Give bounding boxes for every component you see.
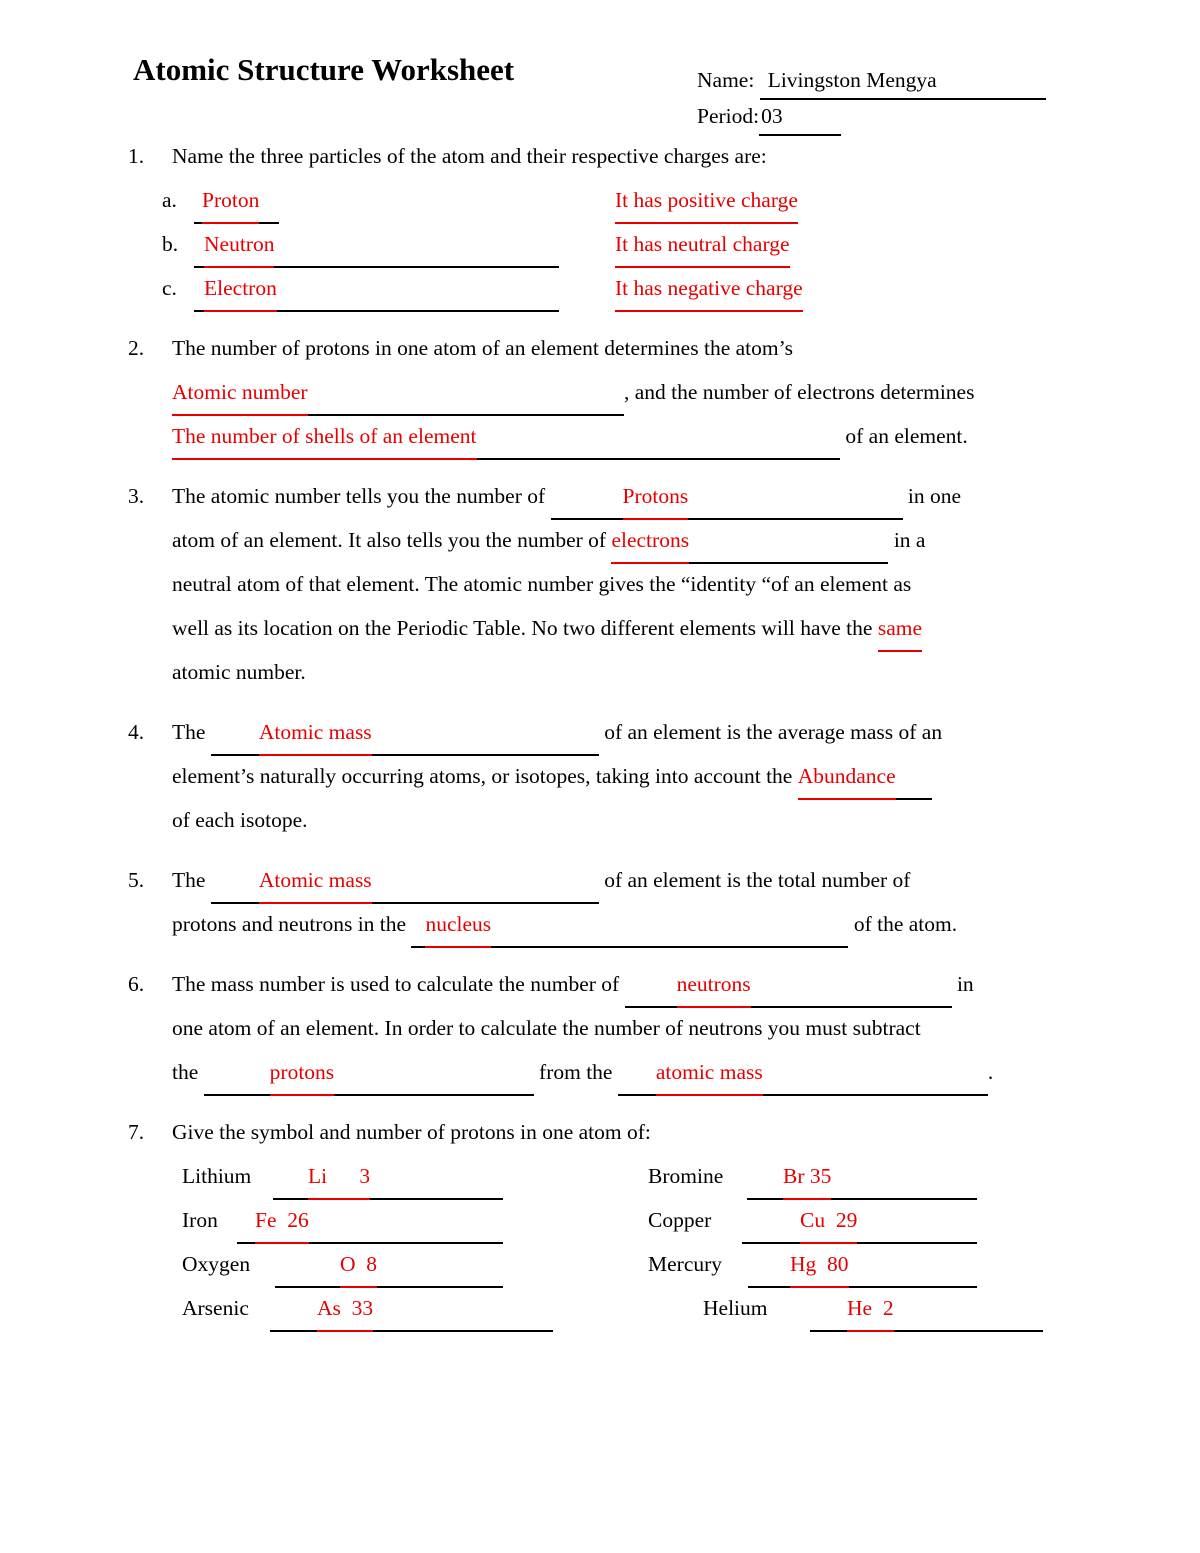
question-4-line1: The Atomic mass of an element is the average mass of an — [172, 710, 1178, 754]
answer-text: Protons — [623, 474, 689, 520]
answer-blank — [618, 1050, 988, 1096]
answer-text: neutrons — [677, 962, 751, 1008]
question-7-number: 7. — [128, 1120, 145, 1144]
right-cell — [648, 1242, 977, 1288]
question-3-line1: The atomic number tells you the number of Protons in one — [172, 474, 1178, 518]
answer-blank — [748, 1242, 977, 1288]
element-label: Oxygen — [182, 1252, 251, 1276]
element-label: Iron — [182, 1208, 218, 1232]
name-line — [697, 62, 1046, 98]
charge-answer: It has neutral charge — [615, 222, 790, 268]
answer-text: Li 3 — [308, 1154, 370, 1200]
answer-text: He 2 — [847, 1286, 894, 1332]
student-id-block — [697, 62, 1046, 134]
answer-blank — [810, 1286, 1043, 1332]
question-4 — [128, 710, 1178, 842]
question-5-number: 5. — [128, 868, 145, 892]
charge-answer: It has negative charge — [615, 266, 803, 312]
question-7 — [128, 1110, 1178, 1330]
question-1-item-c — [162, 266, 1178, 310]
answer-text: atomic mass — [656, 1050, 763, 1096]
answer-text: same — [878, 606, 922, 652]
question-4-number: 4. — [128, 720, 145, 744]
answer-blank — [237, 1198, 503, 1244]
charge-answer: It has positive charge — [615, 178, 798, 224]
right-cell — [648, 1198, 977, 1244]
answer-text: Neutron — [204, 222, 274, 268]
answer-blank — [172, 414, 840, 460]
question-1 — [128, 134, 1178, 310]
answer-blank — [273, 1154, 503, 1200]
period-line — [697, 98, 1046, 134]
answer-text: Electron — [204, 266, 277, 312]
period-label: Period: — [697, 104, 760, 128]
question-4-line3: of each isotope. — [172, 808, 308, 832]
question-7-row4 — [172, 1286, 1178, 1330]
answer-blank — [411, 902, 848, 948]
question-7-row1 — [172, 1154, 1178, 1198]
answer-blank — [551, 474, 903, 520]
questions — [128, 134, 1178, 1346]
answer-text: Cu 29 — [800, 1198, 857, 1244]
answer-text: protons — [270, 1050, 335, 1096]
question-5-line2: protons and neutrons in the nucleus of the atom. — [172, 902, 1178, 946]
answer-blank — [275, 1242, 503, 1288]
question-5-line1: The Atomic mass of an element is the total number of — [172, 858, 1178, 902]
answer-blank — [742, 1198, 977, 1244]
right-cell — [703, 1286, 1043, 1332]
question-2-line3: The number of shells of an element of an element. — [172, 414, 1178, 458]
question-6-line2: one atom of an element. In order to calculate the number of neutrons you must subtract — [172, 1016, 921, 1040]
question-2-line1: The number of protons in one atom of an element determines the atom’s — [172, 336, 793, 360]
answer-blank — [625, 962, 952, 1008]
item-letter: c. — [162, 276, 177, 300]
answer-blank — [270, 1286, 553, 1332]
answer-text: Atomic mass — [259, 710, 372, 756]
question-3-line3: neutral atom of that element. The atomic number gives the “identity “of an element as — [172, 572, 912, 596]
question-3-line2: atom of an element. It also tells you the number of electrons in a — [172, 518, 1178, 562]
name-label: Name: — [697, 68, 755, 92]
item-letter: a. — [162, 188, 177, 212]
page-title: Atomic Structure Worksheet — [133, 52, 515, 87]
item-letter: b. — [162, 232, 179, 256]
element-label: Helium — [703, 1296, 768, 1320]
question-6-line3: the protons from the atomic mass . — [172, 1050, 1178, 1094]
answer-text: electrons — [611, 518, 689, 564]
question-1-prompt: Name the three particles of the atom and their respective charges are: — [172, 144, 767, 168]
answer-text: nucleus — [425, 902, 491, 948]
answer-text: Hg 80 — [790, 1242, 849, 1288]
question-6 — [128, 962, 1178, 1094]
answer-blank — [611, 518, 888, 564]
element-label: Lithium — [182, 1164, 252, 1188]
question-1-number: 1. — [128, 144, 145, 168]
question-3-number: 3. — [128, 484, 145, 508]
answer-text: As 33 — [317, 1286, 373, 1332]
answer-blank — [211, 858, 599, 904]
right-cell — [648, 1154, 977, 1200]
answer-text: Abundance — [798, 754, 896, 800]
name-field: Livingston Mengya — [760, 62, 1046, 100]
question-7-prompt: Give the symbol and number of protons in one atom of: — [172, 1120, 651, 1144]
question-4-line2: element’s naturally occurring atoms, or isotopes, taking into account the Abundance — [172, 754, 1178, 798]
answer-text: Br 35 — [783, 1154, 831, 1200]
element-label: Mercury — [648, 1252, 723, 1276]
answer-text: Atomic number — [172, 370, 308, 416]
question-2-number: 2. — [128, 336, 145, 360]
question-7-row2 — [172, 1198, 1178, 1242]
question-2 — [128, 326, 1178, 458]
answer-text: Fe 26 — [255, 1198, 309, 1244]
answer-blank — [194, 178, 279, 224]
answer-text: The number of shells of an element — [172, 414, 477, 460]
element-label: Copper — [648, 1208, 712, 1232]
answer-blank — [194, 222, 559, 268]
question-7-row3 — [172, 1242, 1178, 1286]
question-5 — [128, 858, 1178, 946]
answer-blank — [211, 710, 599, 756]
answer-text: O 8 — [340, 1242, 377, 1288]
question-6-number: 6. — [128, 972, 145, 996]
question-2-line2: Atomic number , and the number of electrons determines — [172, 370, 1178, 414]
answer-blank — [747, 1154, 977, 1200]
question-6-line1: The mass number is used to calculate the number of neutrons in — [172, 962, 1178, 1006]
question-3-line5: atomic number. — [172, 660, 306, 684]
answer-text: Atomic mass — [259, 858, 372, 904]
element-label: Arsenic — [182, 1296, 249, 1320]
answer-blank — [798, 754, 932, 800]
question-1-item-a — [162, 178, 1178, 222]
element-label: Bromine — [648, 1164, 724, 1188]
question-1-item-b — [162, 222, 1178, 266]
question-3 — [128, 474, 1178, 694]
period-field: 03 — [759, 98, 841, 136]
answer-blank — [204, 1050, 534, 1096]
question-3-line4: well as its location on the Periodic Table. No two different elements will have the same — [172, 606, 1178, 650]
answer-blank — [172, 370, 624, 416]
answer-blank — [194, 266, 559, 312]
answer-text: Proton — [202, 178, 259, 224]
